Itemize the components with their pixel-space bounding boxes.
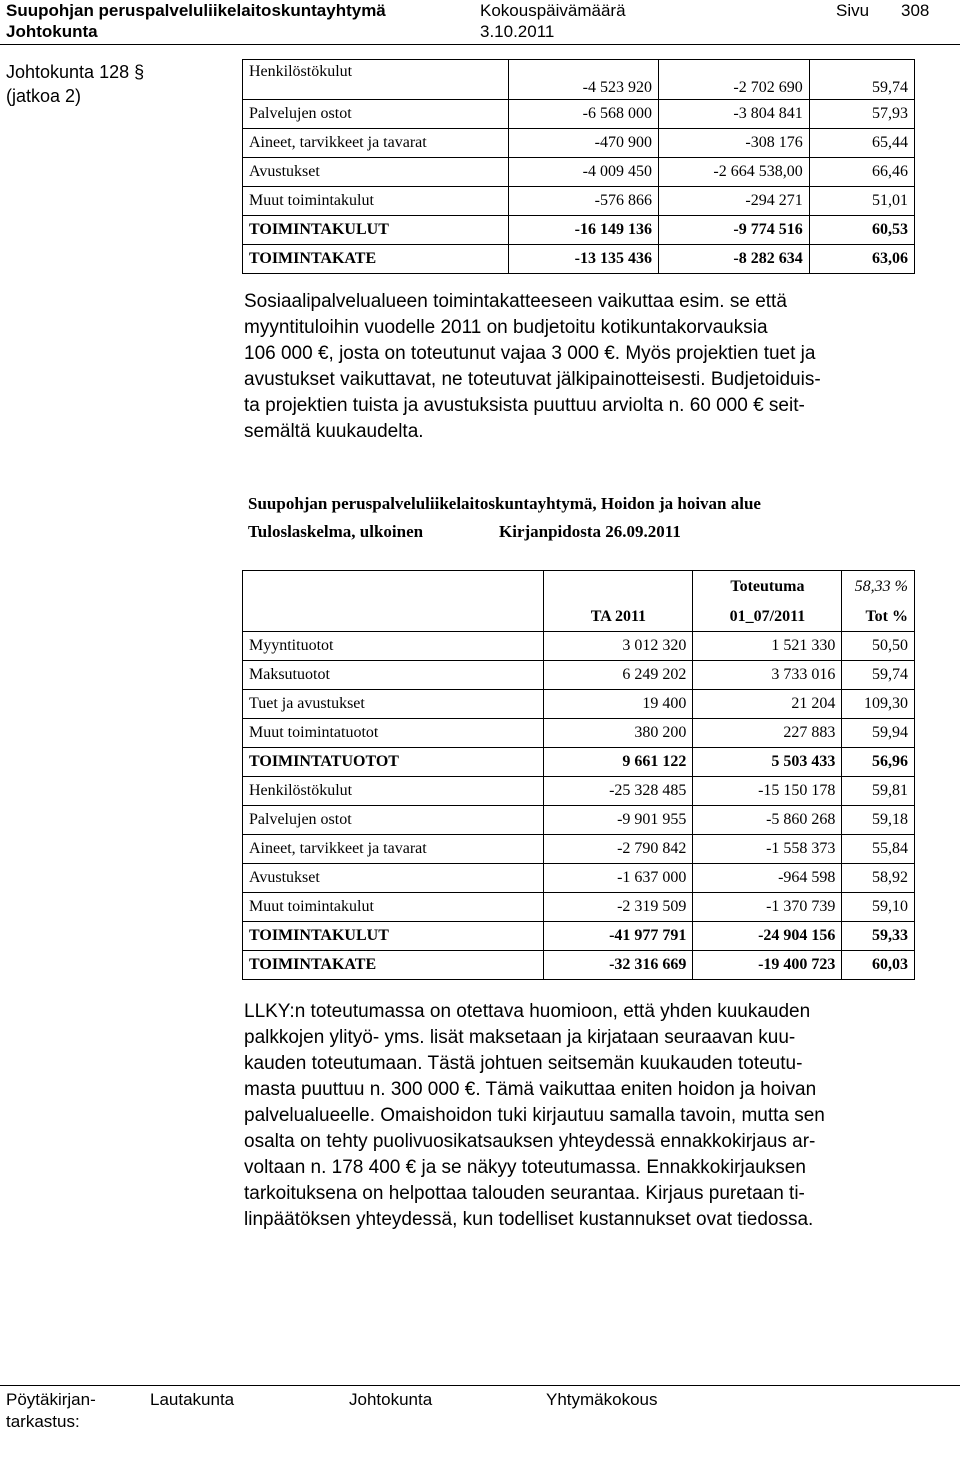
budget-value: -16 149 136 (508, 216, 658, 245)
side-label (6, 60, 144, 108)
budget-value: -470 900 (508, 129, 658, 158)
percent-value: 59,18 (842, 806, 915, 835)
percent-value: 66,46 (809, 158, 914, 187)
row-label: Avustukset (243, 158, 509, 187)
row-label: Maksutuotot (243, 661, 544, 690)
row-label: Avustukset (243, 864, 544, 893)
header-body: Johtokunta (6, 22, 98, 41)
row-label: Tuet ja avustukset (243, 690, 544, 719)
actual-value: -964 598 (693, 864, 842, 893)
footer-review (6, 1389, 96, 1433)
budget-value: -1 637 000 (544, 864, 693, 893)
row-label: Henkilöstökulut (243, 60, 509, 100)
budget-value: -4 009 450 (508, 158, 658, 187)
percent-value: 59,74 (842, 661, 915, 690)
actual-value: -3 804 841 (658, 100, 809, 129)
budget-value: 3 012 320 (544, 632, 693, 661)
actual-value: -1 558 373 (693, 835, 842, 864)
table-row (243, 777, 915, 806)
footer-divider (0, 1385, 960, 1386)
budget-value: -13 135 436 (508, 245, 658, 274)
budget-value: -4 523 920 (508, 60, 658, 100)
table-header-row (243, 571, 915, 604)
header-date: 3.10.2011 (480, 22, 555, 41)
row-label: Muut toimintakulut (243, 187, 509, 216)
budget-value: -6 568 000 (508, 100, 658, 129)
paragraph-line: tarkoituksena on helpottaa talouden seurantaa. Kirjaus puretaan ti- (244, 1183, 805, 1204)
table-row (243, 187, 915, 216)
row-label: Palvelujen ostot (243, 806, 544, 835)
actual-value: -8 282 634 (658, 245, 809, 274)
budget-value: -9 901 955 (544, 806, 693, 835)
percent-value: 58,92 (842, 864, 915, 893)
actual-value: -5 860 268 (693, 806, 842, 835)
actual-value: -24 904 156 (693, 922, 842, 951)
row-label: TOIMINTAKATE (243, 951, 544, 980)
section-subtitle-right: Kirjanpidosta 26.09.2011 (499, 522, 681, 541)
table-row (243, 129, 915, 158)
budget-value: -2 319 509 (544, 893, 693, 922)
actual-value: 21 204 (693, 690, 842, 719)
paragraph-line: linpäätöksen yhteydessä, kun todelliset kustannukset ovat tiedossa. (244, 1209, 814, 1230)
table-row (243, 216, 915, 245)
budget-value: -2 790 842 (544, 835, 693, 864)
row-label: Myyntituotot (243, 632, 544, 661)
paragraph-social-services (244, 289, 934, 445)
header-cell-empty (544, 571, 693, 604)
actual-value: 3 733 016 (693, 661, 842, 690)
row-label: Muut toimintatuotot (243, 719, 544, 748)
budget-value: 19 400 (544, 690, 693, 719)
footer-board: Lautakunta (150, 1390, 235, 1409)
side-label-line2: (jatkoa 2) (6, 86, 82, 106)
table-row (243, 690, 915, 719)
header-divider (0, 44, 960, 45)
percent-value: 63,06 (809, 245, 914, 274)
budget-value: 6 249 202 (544, 661, 693, 690)
table-row (243, 661, 915, 690)
footer-assembly: Yhtymäkokous (546, 1390, 658, 1409)
table-row (243, 922, 915, 951)
header-cell-percent-elapsed: 58,33 % (842, 571, 915, 604)
budget-value: -25 328 485 (544, 777, 693, 806)
actual-value: -294 271 (658, 187, 809, 216)
paragraph-llky-note (244, 999, 934, 1233)
header-page-label: Sivu (836, 1, 870, 20)
percent-value: 57,93 (809, 100, 914, 129)
paragraph-line: LLKY:n toteutumassa on otettava huomioon, että yhden kuukauden (244, 1001, 811, 1022)
actual-value: 5 503 433 (693, 748, 842, 777)
row-label: TOIMINTAKATE (243, 245, 509, 274)
percent-value: 55,84 (842, 835, 915, 864)
table-row (243, 719, 915, 748)
budget-value: -32 316 669 (544, 951, 693, 980)
header-date-label: Kokouspäivämäärä (480, 1, 626, 20)
percent-value: 109,30 (842, 690, 915, 719)
table-row (243, 748, 915, 777)
paragraph-line: masta puuttuu n. 300 000 €. Tämä vaikuttaa eniten hoidon ja hoivan (244, 1079, 817, 1100)
paragraph-line: avustukset vaikuttavat, ne toteutuvat jälkipainotteisesti. Budjetoiduis- (244, 369, 821, 390)
income-statement-table (242, 570, 915, 980)
actual-value: -19 400 723 (693, 951, 842, 980)
budget-value: 380 200 (544, 719, 693, 748)
percent-value: 59,74 (809, 60, 914, 100)
paragraph-line: semältä kuukaudelta. (244, 421, 424, 442)
row-label: TOIMINTAKULUT (243, 216, 509, 245)
percent-value: 59,81 (842, 777, 915, 806)
expenses-table (242, 59, 915, 274)
header-page-number: 308 (901, 1, 930, 20)
table-row (243, 951, 915, 980)
paragraph-line: palvelualueelle. Omaishoidon tuki kirjautuu samalla tavoin, mutta sen (244, 1105, 825, 1126)
row-label: TOIMINTAKULUT (243, 922, 544, 951)
paragraph-line: myyntituloihin vuodelle 2011 on budjetoitu kotikuntakorvauksia (244, 317, 768, 338)
table-header-row (243, 603, 915, 632)
percent-value: 50,50 (842, 632, 915, 661)
header-cell-budget: TA 2011 (544, 603, 693, 632)
section-title: Suupohjan peruspalveluliikelaitoskuntayhtymä, Hoidon ja hoivan alue (248, 494, 761, 513)
paragraph-line: ta projektien tuista ja avustuksista puuttuu arviolta n. 60 000 € seit- (244, 395, 805, 416)
header-cell-empty (243, 571, 544, 604)
table-row (243, 100, 915, 129)
table-row (243, 806, 915, 835)
actual-value: -9 774 516 (658, 216, 809, 245)
header-cell-tot-percent: Tot % (842, 603, 915, 632)
table-row (243, 893, 915, 922)
actual-value: 1 521 330 (693, 632, 842, 661)
row-label: TOIMINTATUOTOT (243, 748, 544, 777)
row-label: Aineet, tarvikkeet ja tavarat (243, 835, 544, 864)
percent-value: 60,53 (809, 216, 914, 245)
table-row (243, 864, 915, 893)
paragraph-line: kauden toteutumaan. Tästä johtuen seitsemän kuukauden toteutu- (244, 1053, 803, 1074)
paragraph-line: osalta on tehty puolivuosikatsauksen yhteydessä ennakkokirjaus ar- (244, 1131, 816, 1152)
budget-value: 9 661 122 (544, 748, 693, 777)
row-label: Henkilöstökulut (243, 777, 544, 806)
percent-value: 65,44 (809, 129, 914, 158)
actual-value: -2 702 690 (658, 60, 809, 100)
table-row (243, 245, 915, 274)
actual-value: -2 664 538,00 (658, 158, 809, 187)
percent-value: 51,01 (809, 187, 914, 216)
table-row (243, 158, 915, 187)
header-cell-toteutuma: Toteutuma (693, 571, 842, 604)
paragraph-line: voltaan n. 178 400 € ja se näkyy toteutumassa. Ennakkokirjauksen (244, 1157, 806, 1178)
percent-value: 60,03 (842, 951, 915, 980)
paragraph-line: 106 000 €, josta on toteutunut vajaa 3 000 €. Myös projektien tuet ja (244, 343, 816, 364)
budget-value: -41 977 791 (544, 922, 693, 951)
actual-value: 227 883 (693, 719, 842, 748)
header-cell-empty (243, 603, 544, 632)
section-subtitle-left: Tuloslaskelma, ulkoinen (248, 522, 424, 541)
paragraph-line: Sosiaalipalvelualueen toimintakatteeseen vaikuttaa esim. se että (244, 291, 787, 312)
row-label: Muut toimintakulut (243, 893, 544, 922)
budget-value: -576 866 (508, 187, 658, 216)
table-row (243, 632, 915, 661)
side-label-line1: Johtokunta 128 § (6, 62, 145, 82)
actual-value: -1 370 739 (693, 893, 842, 922)
footer-review-line1: Pöytäkirjan- (6, 1390, 96, 1409)
footer-executive: Johtokunta (349, 1390, 433, 1409)
row-label: Palvelujen ostot (243, 100, 509, 129)
percent-value: 59,94 (842, 719, 915, 748)
actual-value: -15 150 178 (693, 777, 842, 806)
actual-value: -308 176 (658, 129, 809, 158)
table-row (243, 60, 915, 100)
percent-value: 59,10 (842, 893, 915, 922)
paragraph-line: palkkojen ylityö- yms. lisät maksetaan ja kirjataan seuraavan kuu- (244, 1027, 796, 1048)
header-org: Suupohjan peruspalveluliikelaitoskuntayhtymä (6, 1, 386, 20)
table-row (243, 835, 915, 864)
header-cell-period: 01_07/2011 (693, 603, 842, 632)
row-label: Aineet, tarvikkeet ja tavarat (243, 129, 509, 158)
footer-review-line2: tarkastus: (6, 1412, 80, 1431)
percent-value: 56,96 (842, 748, 915, 777)
page-header (0, 0, 960, 44)
percent-value: 59,33 (842, 922, 915, 951)
